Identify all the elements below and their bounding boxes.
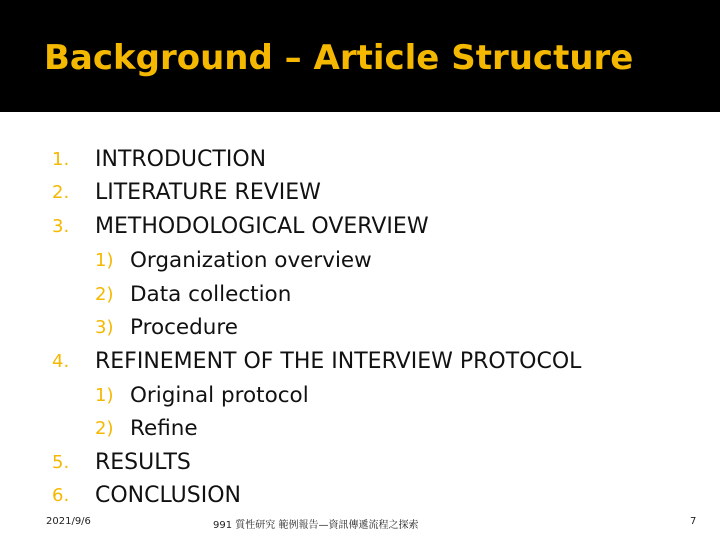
- outline-subnumber: 2): [95, 418, 114, 439]
- outline-subtext: Data collection: [130, 282, 292, 307]
- outline-text: METHODOLOGICAL OVERVIEW: [95, 214, 429, 239]
- outline-number: 5.: [52, 452, 70, 473]
- outline-subnumber: 3): [95, 317, 114, 338]
- outline-text: LITERATURE REVIEW: [95, 180, 321, 205]
- outline-subtext: Organization overview: [130, 248, 372, 273]
- footer-center-text: 991 質性研究 範例報告—資訊傳遞流程之探索: [213, 520, 419, 531]
- outline-text: CONCLUSION: [95, 483, 241, 508]
- outline-number: 1.: [52, 149, 70, 170]
- outline-number: 3.: [52, 216, 70, 237]
- outline-number: 4.: [52, 351, 70, 372]
- slide-title: Background – Article Structure: [44, 38, 634, 78]
- outline-text: INTRODUCTION: [95, 147, 267, 172]
- outline-text: REFINEMENT OF THE INTERVIEW PROTOCOL: [95, 349, 582, 374]
- page-number: 7: [690, 516, 697, 527]
- outline-subtext: Procedure: [130, 315, 239, 340]
- outline-subnumber: 2): [95, 284, 114, 305]
- outline-text: RESULTS: [95, 450, 191, 475]
- outline-subtext: Refine: [130, 416, 198, 441]
- outline-subnumber: 1): [95, 385, 114, 406]
- footer-date: 2021/9/6: [46, 516, 91, 527]
- outline-subtext: Original protocol: [130, 383, 309, 408]
- outline-subnumber: 1): [95, 250, 114, 271]
- outline-number: 6.: [52, 485, 70, 506]
- outline-number: 2.: [52, 182, 70, 203]
